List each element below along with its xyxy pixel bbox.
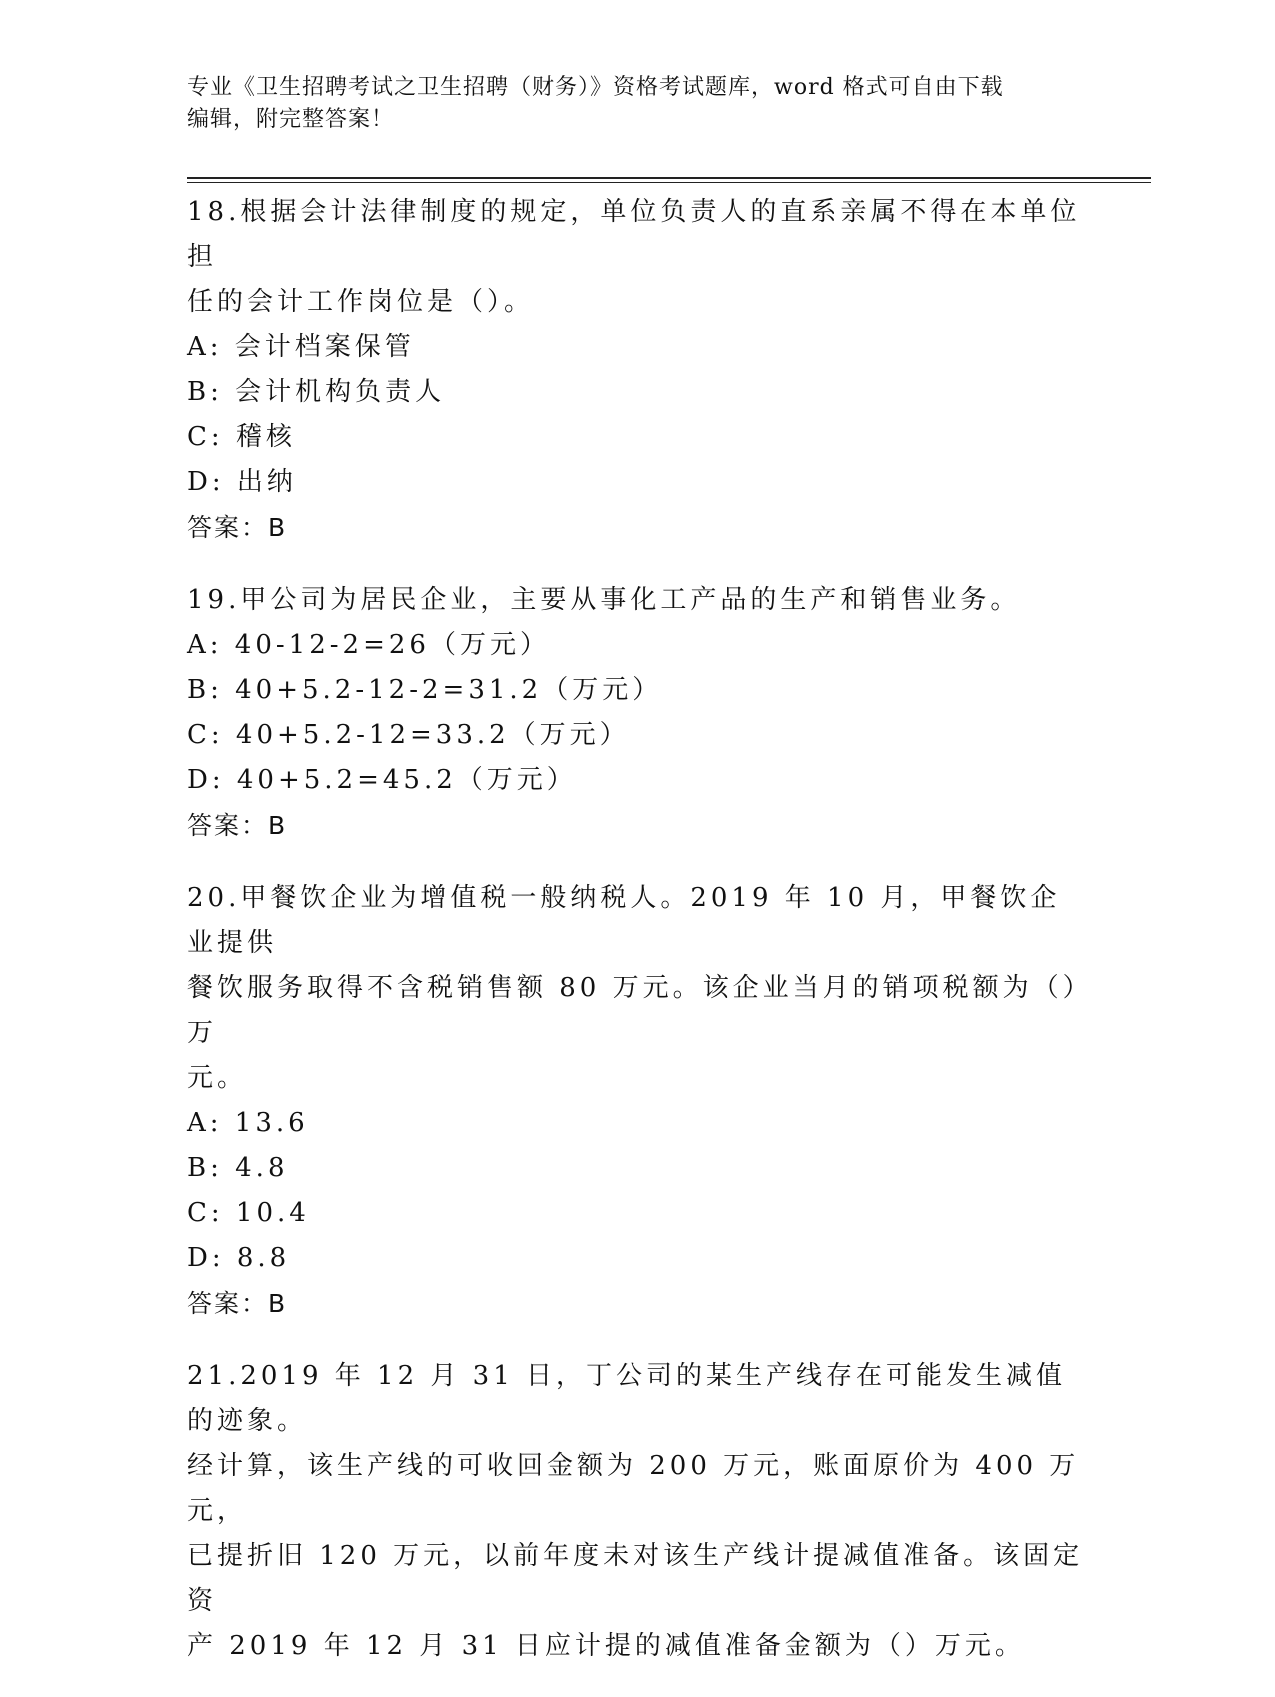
option-a: A: 40-12-2=26（万元） [187,630,550,660]
question-stem-line: 20.甲餐饮企业为增值税一般纳税人。2019 年 10 月，甲餐饮企业提供 [187,883,1061,958]
option-a: A: 会计档案保管 [187,332,415,362]
question-stem-line: 21.2019 年 12 月 31 日，丁公司的某生产线存在可能发生减值的迹象。 [187,1361,1067,1436]
question-stem-line: 19.甲公司为居民企业，主要从事化工产品的生产和销售业务。 [187,585,1021,615]
question-20 [187,876,1087,1326]
question-21 [187,1354,1087,1669]
option-c: C: 稽核 [187,422,296,452]
option-b: B: 4.8 [187,1153,289,1183]
header-divider-thick [187,177,1151,179]
question-stem-line: 元。 [187,1063,248,1093]
option-b: B: 40+5.2-12-2=31.2（万元） [187,675,663,705]
question-stem-line: 经计算，该生产线的可收回金额为 200 万元，账面原价为 400 万元， [187,1451,1080,1526]
answer: 答案：B [187,811,288,840]
question-18 [187,190,1087,550]
header-line-1: 专业《卫生招聘考试之卫生招聘（财务）》资格考试题库，word 格式可自由下载 [187,75,1004,100]
question-stem-line: 已提折旧 120 万元，以前年度未对该生产线计提减值准备。该固定资 [187,1541,1084,1616]
question-stem-line: 18.根据会计法律制度的规定，单位负责人的直系亲属不得在本单位担 [187,197,1081,272]
option-d: D: 出纳 [187,467,297,497]
question-stem-line: 任的会计工作岗位是（）。 [187,287,535,317]
answer: 答案：B [187,513,288,542]
question-stem-line: 餐饮服务取得不含税销售额 80 万元。该企业当月的销项税额为（）万 [187,973,1080,1048]
question-stem-line: 产 2019 年 12 月 31 日应计提的减值准备金额为（）万元。 [187,1631,1025,1661]
option-c: C: 10.4 [187,1198,310,1228]
option-c: C: 40+5.2-12=33.2（万元） [187,720,630,750]
header-line-2: 编辑，附完整答案！ [187,107,395,132]
option-a: A: 13.6 [187,1108,309,1138]
header-divider-thin [187,182,1151,183]
document-header [187,72,1067,136]
option-d: D: 8.8 [187,1243,291,1273]
question-list [187,190,1087,1697]
answer: 答案：B [187,1289,288,1318]
option-d: D: 40+5.2=45.2（万元） [187,765,577,795]
question-19 [187,578,1087,848]
option-b: B: 会计机构负责人 [187,377,446,407]
